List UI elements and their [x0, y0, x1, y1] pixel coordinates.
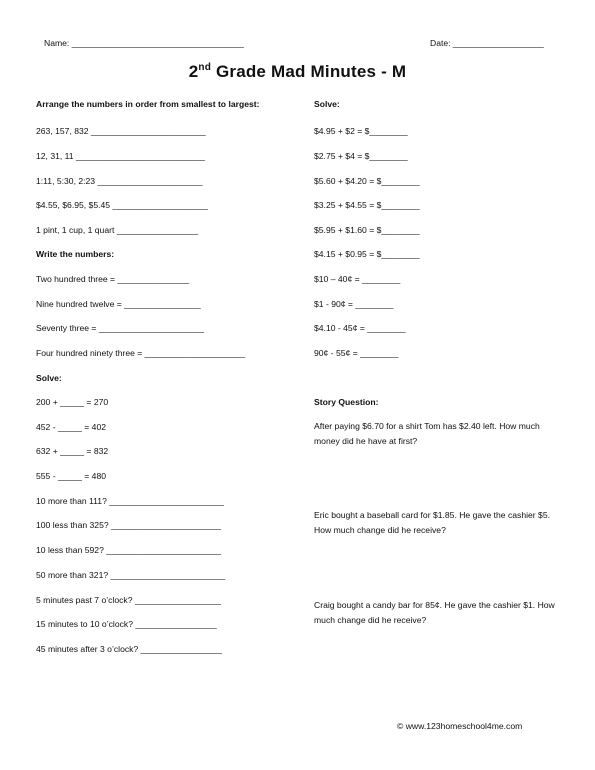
name-field: Name: ____________________________________	[44, 38, 244, 48]
order-item: $4.55, $6.95, $5.45 ____________________	[36, 200, 209, 210]
order-heading: Arrange the numbers in order from smallest to largest:	[36, 99, 260, 109]
story-question: Eric bought a baseball card for $1.85. He gave the cashier $5. How much change did he receive?	[314, 510, 550, 535]
write-item: Two hundred three = _______________	[36, 274, 190, 284]
solve-item: 452 - _____ = 402	[36, 422, 107, 432]
page-title	[0, 62, 595, 82]
story-question: Craig bought a candy bar for 85¢. He gave the cashier $1. How much change did he receive?	[314, 600, 555, 625]
story-question: After paying $6.70 for a shirt Tom has $2.40 left. How much money did he have at first?	[314, 421, 540, 446]
title-grade-number: 2	[188, 62, 199, 81]
money-item: $2.75 + $4 = $________	[314, 151, 408, 161]
money-item: 90¢ - 55¢ = ________	[314, 348, 399, 358]
write-item: Seventy three = ______________________	[36, 323, 204, 333]
solve-heading-left: Solve:	[36, 373, 62, 383]
solve-item: 15 minutes to 10 o’clock? _________________	[36, 619, 217, 629]
date-field: Date: ___________________	[430, 38, 544, 48]
money-item: $4.10 - 45¢ = ________	[314, 323, 406, 333]
solve-item: 50 more than 321? ________________________	[36, 570, 226, 580]
order-item: 1 pint, 1 cup, 1 quart _________________	[36, 225, 198, 235]
money-item: $10 – 40¢ = ________	[314, 274, 401, 284]
solve-item: 10 less than 592? ________________________	[36, 545, 221, 555]
order-item: 12, 31, 11 ___________________________	[36, 151, 206, 161]
solve-item: 632 + _____ = 832	[36, 446, 109, 456]
footer-copyright: © www.123homeschool4me.com	[397, 721, 523, 731]
money-item: $1 - 90¢ = ________	[314, 299, 394, 309]
money-item: $3.25 + $4.55 = $________	[314, 200, 420, 210]
solve-item: 10 more than 111? ________________________	[36, 496, 224, 506]
write-item: Four hundred ninety three = _____________________	[36, 348, 246, 358]
money-item: $5.60 + $4.20 = $________	[314, 176, 420, 186]
story-heading: Story Question:	[314, 397, 379, 407]
write-item: Nine hundred twelve = ________________	[36, 299, 201, 309]
title-rest: Grade Mad Minutes - M	[211, 62, 407, 81]
money-item: $4.95 + $2 = $________	[314, 126, 408, 136]
money-item: $4.15 + $0.95 = $________	[314, 249, 420, 259]
solve-item: 5 minutes past 7 o’clock? __________________	[36, 595, 221, 605]
write-heading: Write the numbers:	[36, 249, 115, 259]
title-grade-suffix: nd	[198, 62, 212, 73]
money-item: $5.95 + $1.60 = $________	[314, 225, 420, 235]
solve-item: 555 - _____ = 480	[36, 471, 107, 481]
solve-item: 45 minutes after 3 o’clock? _________________	[36, 644, 222, 654]
solve-heading-right: Solve:	[314, 99, 340, 109]
solve-item: 200 + _____ = 270	[36, 397, 109, 407]
order-item: 1:11, 5:30, 2:23 ______________________	[36, 176, 203, 186]
order-item: 263, 157, 832 ________________________	[36, 126, 206, 136]
solve-item: 100 less than 325? _______________________	[36, 520, 221, 530]
